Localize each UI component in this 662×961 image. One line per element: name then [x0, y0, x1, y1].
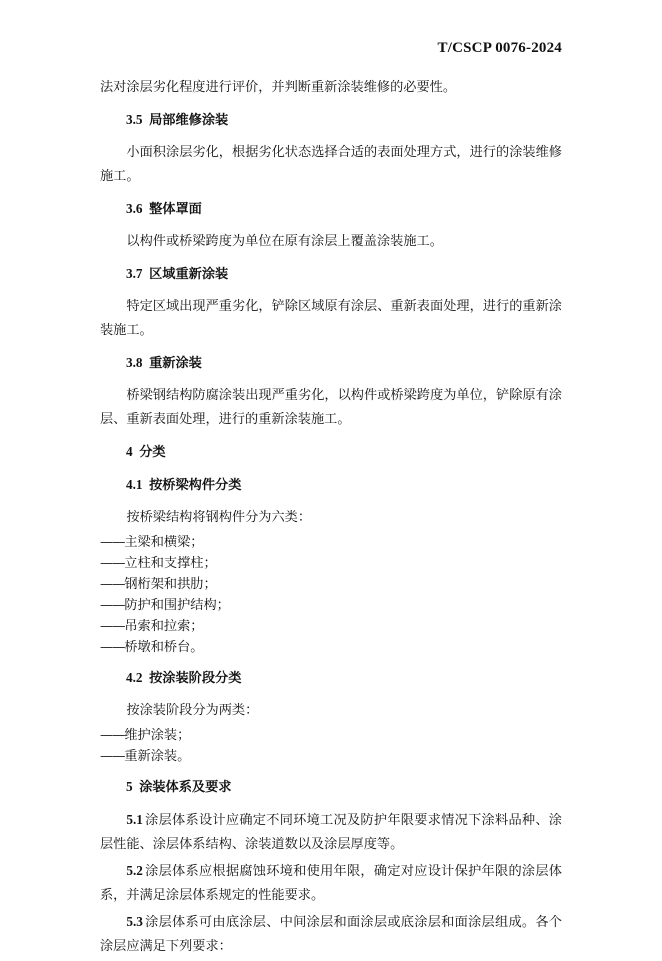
component-list [100, 532, 562, 658]
section-number: 3.6 [126, 201, 143, 216]
clause-5-2 [100, 859, 562, 908]
section-title: 涂装体系及要求 [139, 780, 232, 795]
section-number: 3.8 [126, 355, 143, 370]
list-item: —— 重新涂装。 [100, 746, 562, 767]
section-title: 局部维修涂装 [149, 113, 229, 128]
section-paragraph: 小面积涂层劣化，根据劣化状态选择合适的表面处理方式，进行的涂装维修施工。 [100, 145, 562, 184]
list-item: —— 吊索和拉索； [100, 616, 562, 637]
section-number: 3.5 [126, 112, 143, 127]
list-item: —— 立柱和支撑柱； [100, 553, 562, 574]
section-paragraph: 按涂装阶段分为两类： [126, 703, 259, 718]
section-paragraph: 以构件或桥梁跨度为单位在原有涂层上覆盖涂装施工。 [126, 234, 443, 249]
clause-text: 涂层体系设计应确定不同环境工况及防护年限要求情况下涂料品种、涂层性能、涂层体系结构、涂装道数以及涂层厚度等。 [100, 813, 562, 852]
clause-text: 涂层体系可由底涂层、中间涂层和面涂层或底涂层和面涂层组成。各个涂层应满足下列要求： [100, 915, 562, 954]
list-item: —— 桥墩和桥台。 [100, 637, 562, 658]
section-title: 区域重新涂装 [149, 267, 229, 282]
section-heading-3-6 [100, 197, 562, 222]
clause-number: 5.1 [126, 812, 143, 827]
clause-5-1 [100, 808, 562, 857]
list-item: —— 维护涂装； [100, 725, 562, 746]
section-title: 按桥梁构件分类 [149, 478, 242, 493]
clause-text: 涂层体系应根据腐蚀环境和使用年限，确定对应设计保护年限的涂层体系，并满足涂层体系规定的性能要求。 [100, 864, 562, 903]
clause-number: 5.2 [126, 863, 143, 878]
section-paragraph: 特定区域出现严重劣化，铲除区域原有涂层、重新表面处理，进行的重新涂装施工。 [100, 299, 562, 338]
section-heading-3-7 [100, 262, 562, 287]
section-title: 整体罩面 [149, 202, 202, 217]
list-item: —— 钢桁架和拱肋； [100, 574, 562, 595]
section-number: 3.7 [126, 266, 143, 281]
intro-paragraph: 法对涂层劣化程度进行评价，并判断重新涂装维修的必要性。 [100, 80, 457, 95]
clause-number: 5.3 [126, 914, 143, 929]
section-heading-4-2 [100, 666, 562, 691]
section-number: 4.1 [126, 477, 143, 492]
list-item: —— 防护和围护结构； [100, 595, 562, 616]
section-heading-4-1 [100, 473, 562, 498]
section-title: 分类 [139, 445, 166, 460]
section-number: 5 [126, 779, 133, 794]
list-item: —— 主梁和横梁； [100, 532, 562, 553]
document-body [100, 76, 562, 961]
section-title: 重新涂装 [149, 356, 202, 371]
stage-list [100, 725, 562, 767]
section-heading-4 [100, 440, 562, 465]
section-heading-3-8 [100, 351, 562, 376]
section-title: 按涂装阶段分类 [149, 671, 242, 686]
section-paragraph: 桥梁钢结构防腐涂装出现严重劣化，以构件或桥梁跨度为单位，铲除原有涂层、重新表面处理，进行的重新涂装施工。 [100, 388, 562, 427]
section-paragraph: 按桥梁结构将钢构件分为六类： [126, 510, 312, 525]
clause-5-3 [100, 910, 562, 959]
section-number: 4 [126, 444, 133, 459]
section-number: 4.2 [126, 670, 143, 685]
standard-code: T/CSCP 0076-2024 [437, 40, 562, 56]
section-heading-3-5 [100, 108, 562, 133]
section-heading-5 [100, 775, 562, 800]
